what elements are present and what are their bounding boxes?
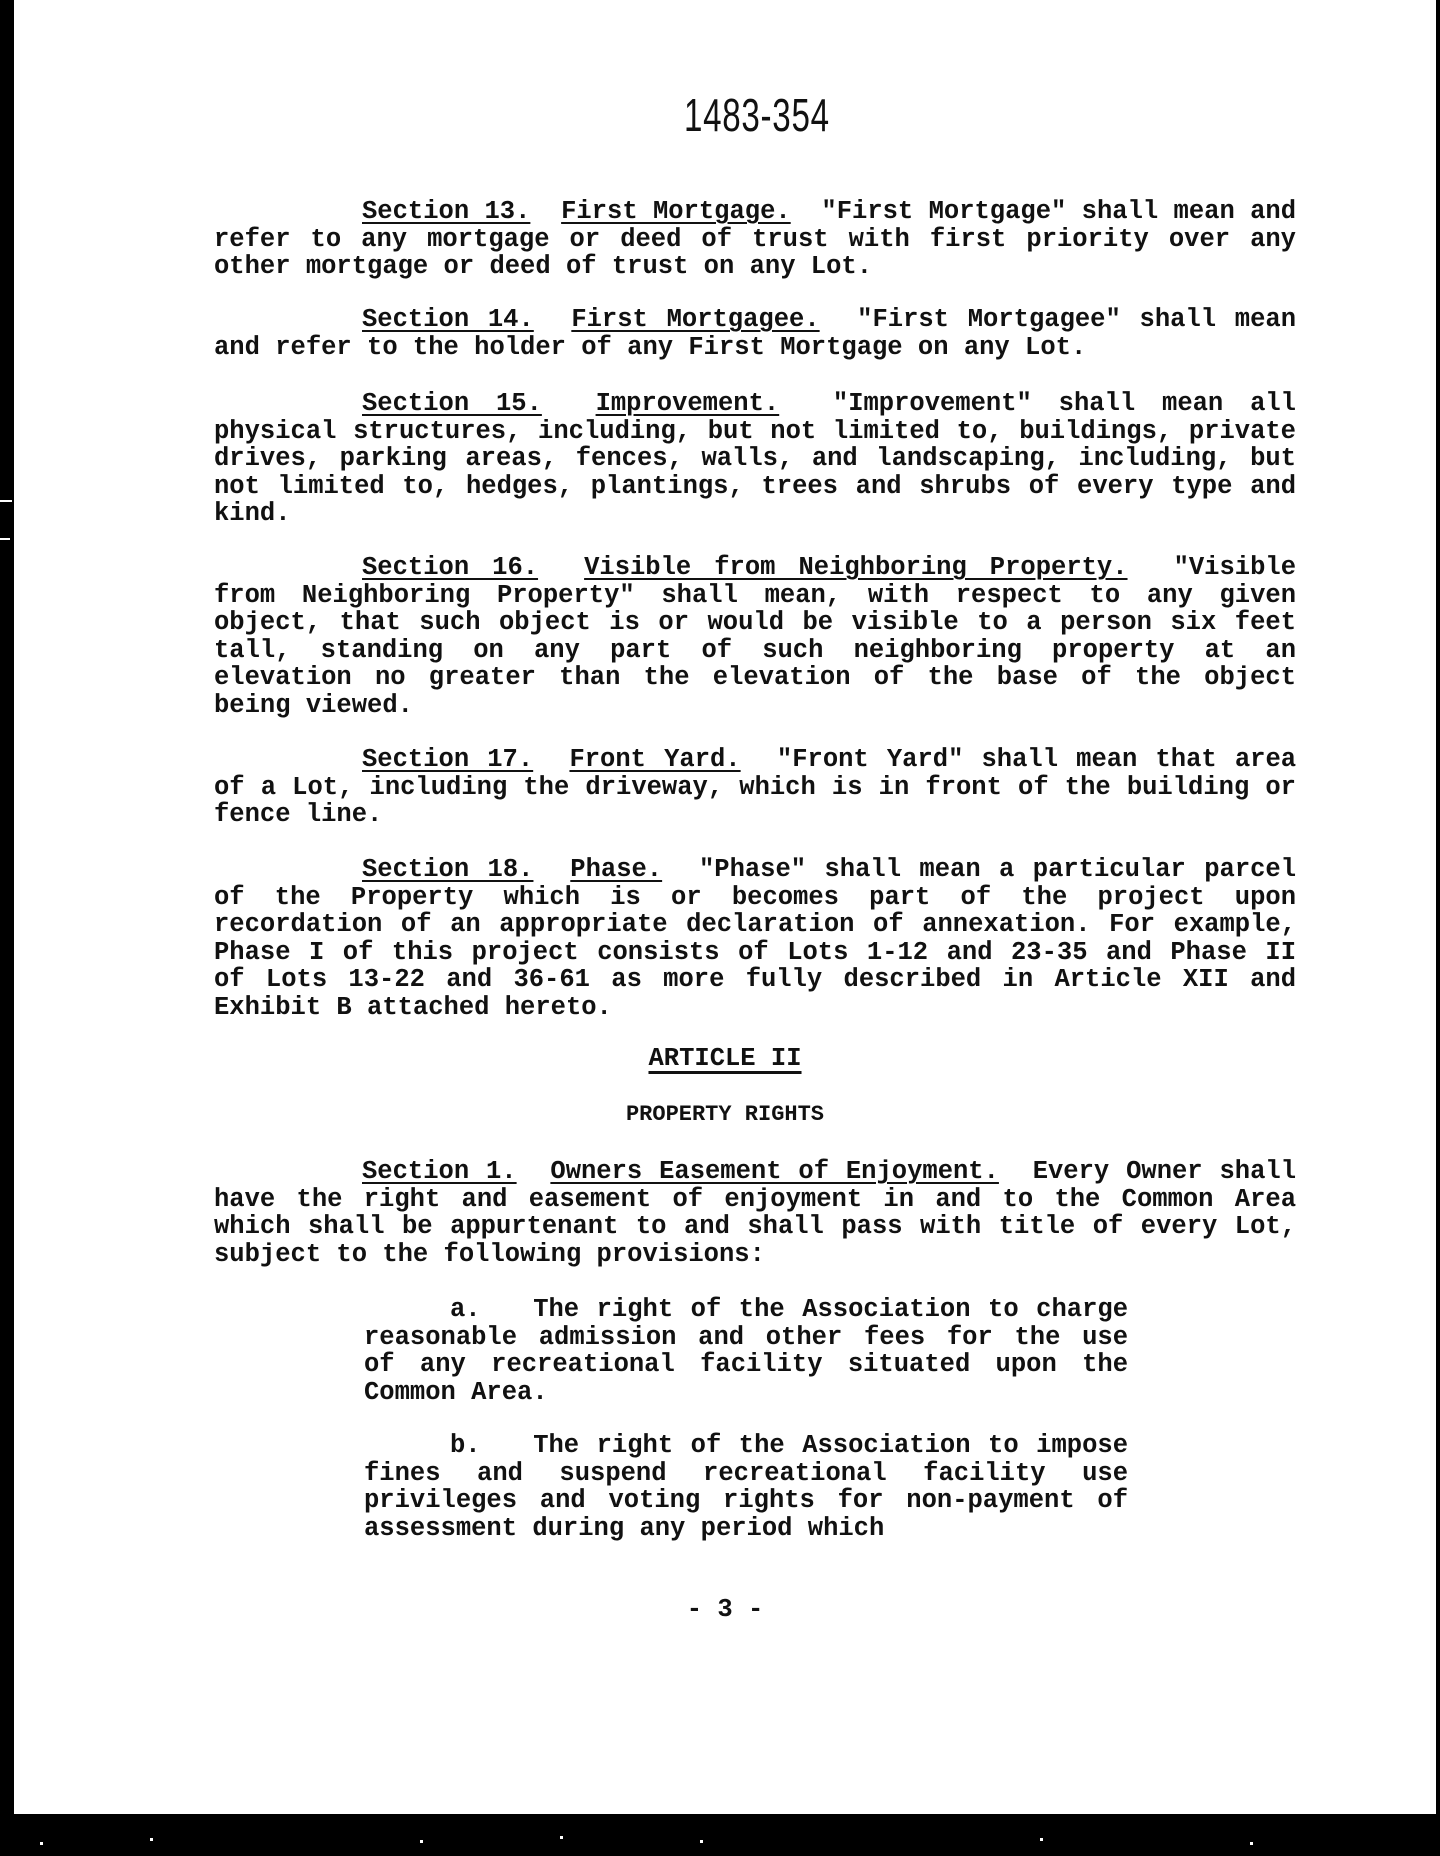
scan-speck: [700, 1840, 703, 1843]
section-title: First Mortgagee.: [571, 305, 820, 334]
article-label-text: ARTICLE II: [648, 1044, 802, 1073]
scan-speck: [150, 1838, 153, 1841]
section-title: Improvement.: [595, 389, 780, 418]
provision-a: [364, 1296, 1128, 1406]
section-15: [214, 390, 1296, 528]
document-number: 1483-354: [684, 89, 830, 141]
section-body: "First Mortgage" shall mean and refer to any mortgage or deed of trust with first priority over any other mortgage or deed of trust on any Lot.: [214, 197, 1297, 281]
section-title: Phase.: [570, 855, 663, 884]
section-number: Section 1.: [362, 1157, 517, 1186]
scan-speck: [1250, 1842, 1253, 1845]
provision-body: The right of the Association to impose fines and suspend recreational facility use privileges and voting rights for non-payment of assessment during any period which: [364, 1431, 1128, 1543]
document-sheet: [14, 0, 1436, 1814]
scan-speck: [560, 1836, 563, 1839]
section-body: "Visible from Neighboring Property" shall mean, with respect to any given object, that such object is or would be visible to a person six feet tall, standing on any part of such neighboring property at an elevation no greater than the elevation of the base of the object being viewed.: [214, 553, 1296, 720]
section-body: "Improvement" shall mean all physical structures, including, but not limited to, buildings, private drives, parking areas, fences, walls, and landscaping, including, but not limited to, hedges, plantings, trees and shrubs of every type and kind.: [214, 389, 1296, 528]
section-13: [214, 198, 1296, 281]
provision-letter: b.: [450, 1431, 481, 1460]
page-number: - 3 -: [686, 1595, 764, 1624]
article-heading: PROPERTY RIGHTS: [625, 1102, 825, 1127]
section-16: [214, 554, 1296, 719]
provision-b: [364, 1432, 1128, 1542]
section-number: Section 16.: [362, 553, 539, 582]
section-number: Section 15.: [362, 389, 542, 418]
section-18: [214, 856, 1296, 1021]
scan-edge-mark: [0, 538, 10, 540]
scan-speck: [1040, 1838, 1043, 1841]
article-label: [14, 1045, 1436, 1073]
scan-speck: [40, 1842, 43, 1845]
section-number: Section 17.: [362, 745, 534, 774]
section-body: "Front Yard" shall mean that area of a Lot, including the driveway, which is in front of the building or fence line.: [214, 745, 1297, 829]
section-number: Section 18.: [362, 855, 534, 884]
section-title: Front Yard.: [569, 745, 741, 774]
section-number: Section 14.: [362, 305, 534, 334]
section-17: [214, 746, 1296, 829]
section-title: First Mortgage.: [561, 197, 791, 226]
section-14: [214, 306, 1296, 361]
provision-letter: a.: [450, 1295, 481, 1324]
section-title: Visible from Neighboring Property.: [584, 553, 1128, 582]
section-number: Section 13.: [362, 197, 531, 226]
scan-speck: [420, 1840, 423, 1843]
scan-edge-mark: [0, 500, 12, 502]
section-body: Every Owner shall have the right and easement of enjoyment in and to the Common Area which shall be appurtenant to and shall pass with title of every Lot, subject to the following provisions:: [214, 1157, 1297, 1269]
section-title: Owners Easement of Enjoyment.: [550, 1157, 999, 1186]
section-body: "First Mortgagee" shall mean and refer to the holder of any First Mortgage on any Lot.: [214, 305, 1297, 362]
section-body: "Phase" shall mean a particular parcel of the Property which is or becomes part of the project upon recordation of an appropriate declaration of annexation. For example, Phase I of this project consists of Lots 1-12 and 23-35 and Phase II of Lots 13-22 and 36-61 as more fully described in Article XII and Exhibit B attached hereto.: [214, 855, 1297, 1022]
article-section-1: [214, 1158, 1296, 1268]
provision-body: The right of the Association to charge reasonable admission and other fees for the use of any recreational facility situated upon the Common Area.: [364, 1295, 1128, 1407]
